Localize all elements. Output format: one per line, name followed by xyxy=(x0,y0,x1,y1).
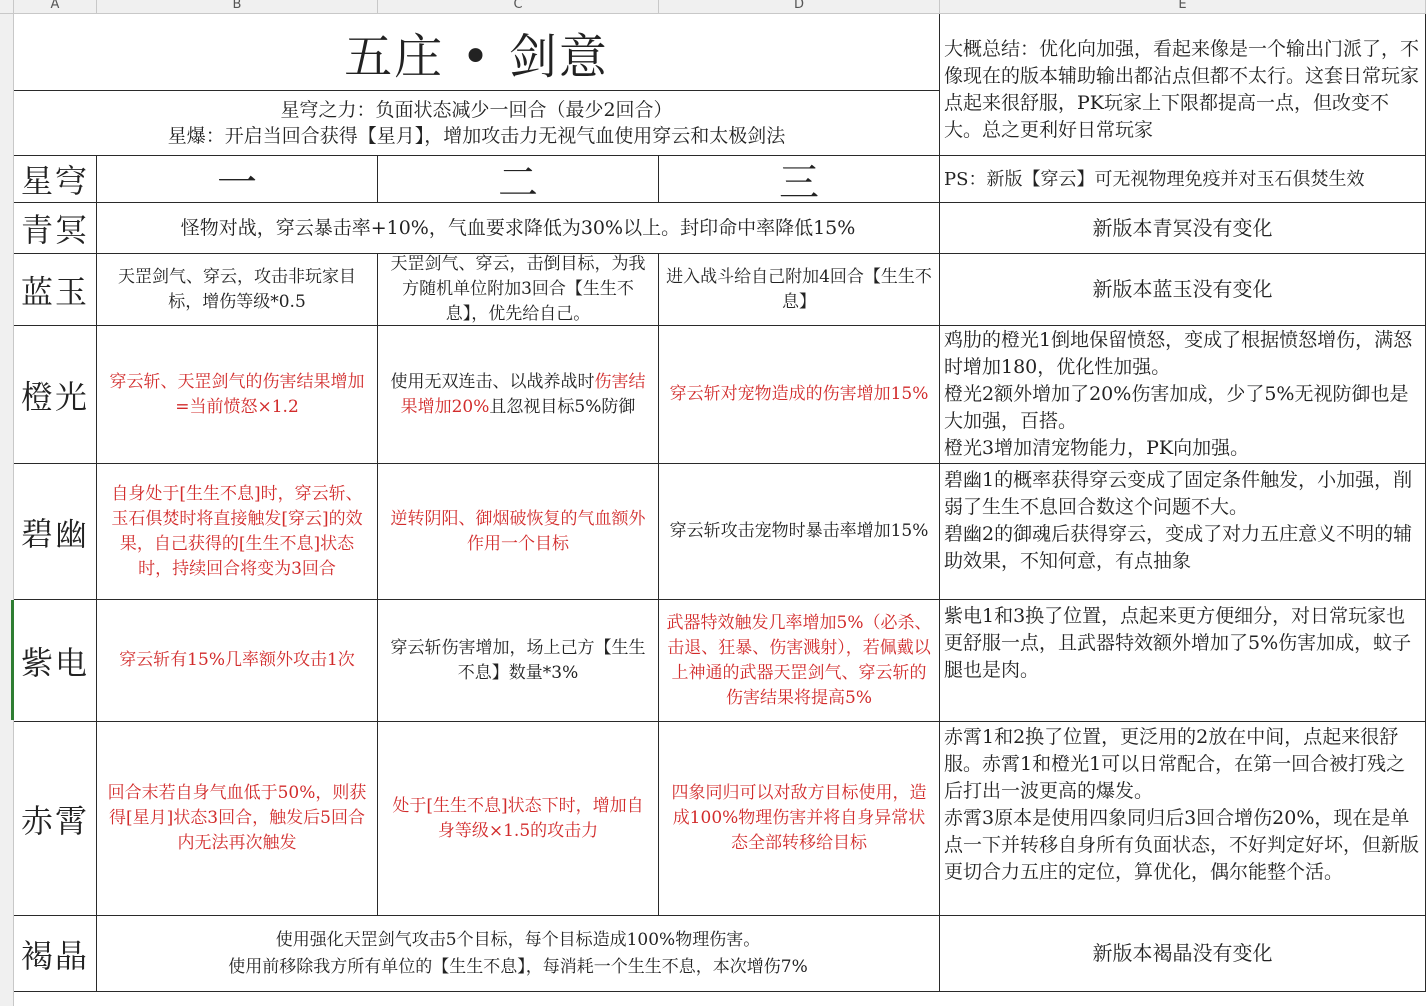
chengguang-tier-2-text-b: 且忽视目标5%防御 xyxy=(489,396,636,417)
summary-cell[interactable]: 大概总结：优化向加强，看起来像是一个输出门派了，不像现在的版本辅助输出都沾点但都不太行。这套日常玩家点起来很舒服，PK玩家上下限都提高一点，但改变不大。总之更利好日常玩家 xyxy=(940,14,1426,156)
zidian-tier-1[interactable]: 穿云斩有15%几率额外攻击1次 xyxy=(97,600,378,722)
empty-row[interactable] xyxy=(14,992,1426,1006)
zidian-tier-2[interactable]: 穿云斩伤害增加，场上己方【生生不息】数量*3% xyxy=(378,600,659,722)
chengguang-tier-2-highlight: 伤害结果增加20% xyxy=(400,371,646,417)
header-note[interactable]: PS：新版【穿云】可无视物理免疫并对玉石俱焚生效 xyxy=(940,156,1426,203)
row-label-hejing[interactable]: 褐晶 xyxy=(14,916,97,992)
tier-header-3[interactable]: 三 xyxy=(659,156,940,203)
lanyu-tier-1[interactable]: 天罡剑气、穿云，攻击非玩家目标，增伤等级*0.5 xyxy=(97,254,378,326)
header-label[interactable]: 星穹 xyxy=(14,156,97,203)
row-label-chengguang[interactable]: 橙光 xyxy=(14,326,97,464)
row-label-lanyu[interactable]: 蓝玉 xyxy=(14,254,97,326)
chixiao-tier-1[interactable]: 回合末若自身气血低于50%，则获得[星月]状态3回合，触发后5回合内无法再次触发 xyxy=(97,722,378,916)
chengguang-tier-3[interactable]: 穿云斩对宠物造成的伤害增加15% xyxy=(659,326,940,464)
subtitle-cell[interactable] xyxy=(14,91,940,156)
tier-header-1[interactable]: 一 xyxy=(97,156,378,203)
row-label-chixiao[interactable]: 赤霄 xyxy=(14,722,97,916)
row-label-biyou[interactable]: 碧幽 xyxy=(14,464,97,600)
lanyu-tier-3[interactable]: 进入战斗给自己附加4回合【生生不息】 xyxy=(659,254,940,326)
chengguang-tier-1[interactable]: 穿云斩、天罡剑气的伤害结果增加=当前愤怒×1.2 xyxy=(97,326,378,464)
row-header-strip[interactable] xyxy=(0,14,14,1006)
qingming-note[interactable]: 新版本青冥没有变化 xyxy=(940,203,1426,254)
hejing-note[interactable]: 新版本褐晶没有变化 xyxy=(940,916,1426,992)
chixiao-tier-2[interactable]: 处于[生生不息]状态下时，增加自身等级×1.5的攻击力 xyxy=(378,722,659,916)
biyou-note[interactable]: 碧幽1的概率获得穿云变成了固定条件触发，小加强，削弱了生生不息回合数这个问题不大。 碧幽2的御魂后获得穿云，变成了对力五庄意义不明的辅助效果，不知何意，有点抽象 xyxy=(940,464,1426,600)
zidian-note[interactable]: 紫电1和3换了位置，点起来更方便细分，对日常玩家也更舒服一点，且武器特效额外增加了5%伤害加成，蚊子腿也是肉。 xyxy=(940,600,1426,722)
corner-header[interactable] xyxy=(0,0,14,14)
chixiao-note[interactable]: 赤霄1和2换了位置，更泛用的2放在中间，点起来很舒服。赤霄1和橙光1可以日常配合，在第一回合被打残之后打出一波更高的爆发。 赤霄3原本是使用四象同归后3回合增伤20%，现在是单点一下并转移自身所有负面状态，不好判定好坏，但新版更切合力五庄的定位，算优化，偶尔能整个活。 xyxy=(940,722,1426,916)
row-label-qingming[interactable]: 青冥 xyxy=(14,203,97,254)
biyou-tier-3[interactable]: 穿云斩攻击宠物时暴击率增加15% xyxy=(659,464,940,600)
zidian-tier-3[interactable]: 武器特效触发几率增加5%（必杀、击退、狂暴、伤害溅射），若佩戴以上神通的武器天罡剑气、穿云斩的伤害结果将提高5% xyxy=(659,600,940,722)
column-header-d[interactable]: D xyxy=(659,0,940,14)
biyou-tier-1[interactable]: 自身处于[生生不息]时，穿云斩、玉石俱焚时将直接触发[穿云]的效果，自己获得的[生生不息]状态时，持续回合将变为3回合 xyxy=(97,464,378,600)
lanyu-tier-2[interactable]: 天罡剑气、穿云，击倒目标，为我方随机单位附加3回合【生生不息】，优先给自己。 xyxy=(378,254,659,326)
subtitle-line-1: 星穹之力：负面状态减少一回合（最少2回合） xyxy=(280,99,673,121)
lanyu-note[interactable]: 新版本蓝玉没有变化 xyxy=(940,254,1426,326)
sheet-title[interactable]: 五庄 • 剑意 xyxy=(14,14,940,91)
qingming-effect[interactable]: 怪物对战，穿云暴击率+10%，气血要求降低为30%以上。封印命中率降低15% xyxy=(97,203,940,254)
chengguang-tier-2-text-a: 使用无双连击、以战养战时 xyxy=(390,371,595,392)
row-label-zidian[interactable]: 紫电 xyxy=(14,600,97,722)
chengguang-tier-2[interactable] xyxy=(378,326,659,464)
hejing-effect-line-1: 使用强化天罡剑气攻击5个目标，每个目标造成100%物理伤害。 xyxy=(275,929,761,950)
biyou-tier-2[interactable]: 逆转阴阳、御烟破恢复的气血额外作用一个目标 xyxy=(378,464,659,600)
column-header-b[interactable]: B xyxy=(97,0,378,14)
column-header-e[interactable]: E xyxy=(940,0,1426,14)
hejing-effect-line-2: 使用前移除我方所有单位的【生生不息】，每消耗一个生生不息，本次增伤7% xyxy=(228,956,808,977)
chengguang-note[interactable]: 鸡肋的橙光1倒地保留愤怒，变成了根据愤怒增伤，满怒时增加180，优化性加强。 橙光2额外增加了20%伤害加成，少了5%无视防御也是大加强，百搭。 橙光3增加清宠物能力，PK向加强。 xyxy=(940,326,1426,464)
chixiao-tier-3[interactable]: 四象同归可以对敌方目标使用，造成100%物理伤害并将自身异常状态全部转移给目标 xyxy=(659,722,940,916)
subtitle-line-2: 星爆：开启当回合获得【星月】，增加攻击力无视气血使用穿云和太极剑法 xyxy=(167,125,786,147)
column-header-a[interactable]: A xyxy=(14,0,97,14)
hejing-effect[interactable] xyxy=(97,916,940,992)
column-header-c[interactable]: C xyxy=(378,0,659,14)
tier-header-2[interactable]: 二 xyxy=(378,156,659,203)
